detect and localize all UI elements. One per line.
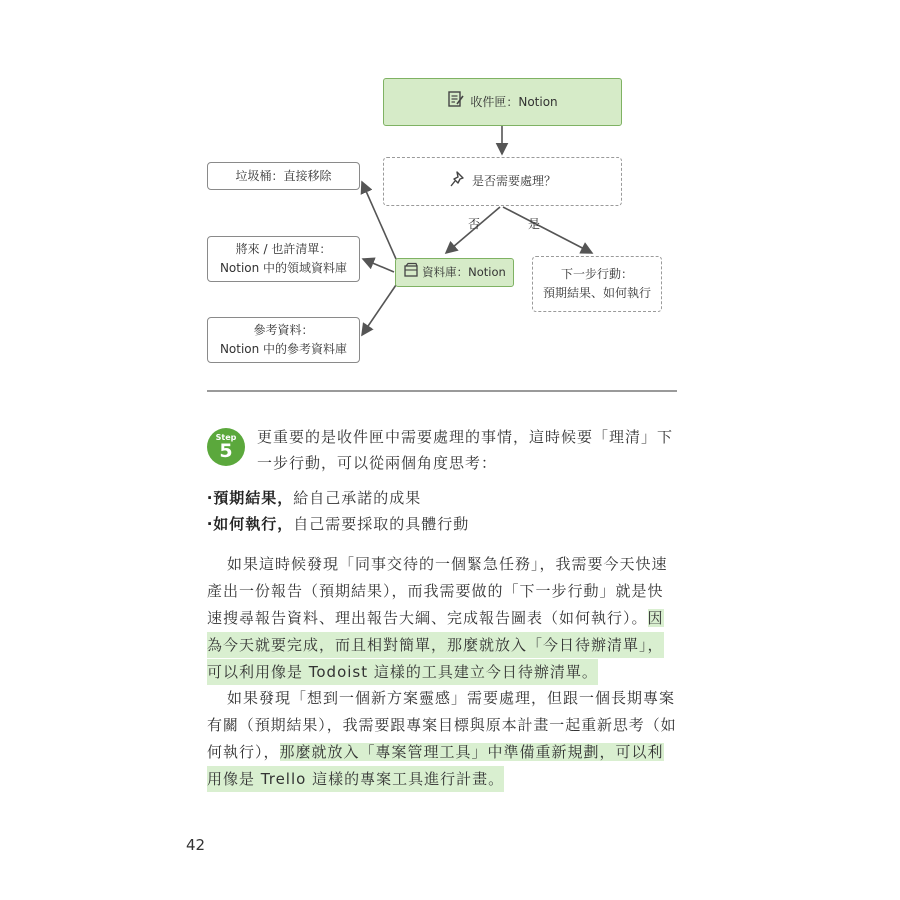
step-text-line1: 更重要的是收件匣中需要處理的事情，這時候要「理清」下	[257, 428, 674, 446]
step-badge-word: Step	[215, 433, 237, 442]
trash-label: 垃圾桶：直接移除	[235, 168, 332, 183]
edge-label-yes: 是	[528, 217, 541, 231]
paragraph-text: 速搜尋報告資料、理出報告大綱、完成報告圖表（如何執行）。	[207, 609, 648, 627]
bullet-desc: 自己需要採取的具體行動	[293, 515, 470, 533]
highlighted-text: 因	[647, 609, 664, 627]
reference-label-line1: 參考資料：	[253, 323, 314, 337]
database-label: 資料庫：Notion	[422, 265, 506, 279]
next-action-node	[532, 256, 662, 312]
reference-node	[207, 317, 360, 363]
pin-icon	[449, 170, 467, 194]
paragraph-line	[207, 739, 664, 765]
bullet-desc: 給自己承諾的成果	[293, 489, 422, 507]
paragraph-line: 如果這時候發現「同事交待的一個緊急任務」，我需要今天快速	[227, 555, 668, 573]
bullet-item	[207, 485, 421, 511]
reference-label-line2: Notion 中的參考資料庫	[219, 342, 348, 356]
decision-node	[383, 157, 622, 206]
highlighted-text: 那麼就放入「專案管理工具」中準備重新規劃，可以利	[279, 743, 664, 761]
next-action-line2: 預期結果、如何執行	[542, 286, 651, 300]
someday-label-line2: Notion 中的領域資料庫	[219, 261, 348, 275]
inbox-label: 收件匣：Notion	[470, 94, 558, 109]
paragraph-line: 有關（預期結果），我需要跟專案目標與原本計畫一起重新思考（如	[207, 716, 677, 734]
someday-label-line1: 將來 / 也許清單：	[235, 242, 332, 256]
highlighted-line: 用像是 Trello 這樣的專案工具進行計畫。	[207, 766, 504, 792]
section-divider	[207, 390, 677, 392]
paragraph-line: 產出一份報告（預期結果），而我需要做的「下一步行動」就是快	[207, 582, 664, 600]
bullet-item	[207, 511, 469, 537]
arrow-to-someday	[363, 259, 394, 272]
highlighted-line: 為今天就要完成，而且相對簡單，那麼就放入「今日待辦清單」，	[207, 632, 664, 658]
highlighted-line: 可以利用像是 Todoist 這樣的工具建立今日待辦清單。	[207, 659, 598, 685]
notepad-icon	[447, 90, 465, 114]
bullet-term: ‧如何執行，	[207, 515, 294, 533]
page-number: 42	[186, 836, 206, 854]
inbox-node	[383, 78, 622, 126]
step-badge	[207, 428, 245, 466]
archive-icon	[403, 262, 419, 284]
arrow-to-next-action	[503, 207, 592, 253]
paragraph-text: 何執行），	[207, 743, 280, 761]
paragraph-line	[207, 605, 664, 631]
bullet-term: ‧預期結果，	[207, 489, 294, 507]
step-badge-number: 5	[219, 440, 233, 462]
edge-label-no: 否	[468, 217, 481, 231]
paragraph-line: 如果發現「想到一個新方案靈感」需要處理，但跟一個長期專案	[227, 689, 676, 707]
decision-label: 是否需要處理？	[471, 174, 556, 188]
arrow-to-reference	[362, 285, 396, 335]
someday-node	[207, 236, 360, 282]
step-text-line2: 一步行動，可以從兩個角度思考：	[257, 454, 498, 472]
database-node	[395, 258, 514, 287]
next-action-line1: 下一步行動：	[560, 267, 633, 281]
trash-node	[207, 162, 360, 190]
